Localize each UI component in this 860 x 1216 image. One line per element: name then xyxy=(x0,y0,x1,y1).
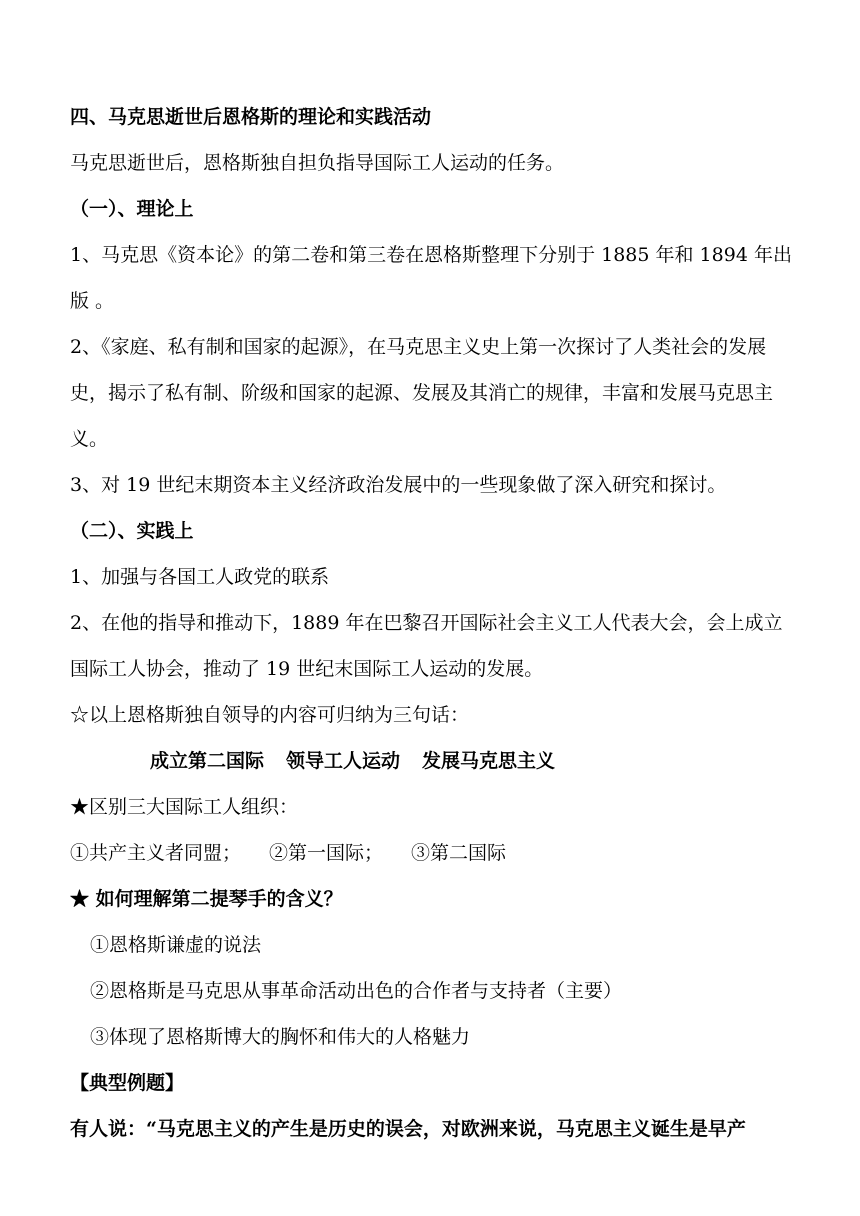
example-heading: 【典型例题】 xyxy=(70,1072,185,1094)
intro-paragraph: 马克思逝世后，恩格斯独自担负指导国际工人运动的任务。 xyxy=(70,152,565,174)
theory-heading: （一）、理论上 xyxy=(70,198,194,220)
distinguish-item-2: ②第一国际； xyxy=(269,842,384,864)
summary-phrase-2: 领导工人运动 xyxy=(286,750,401,772)
section-heading: 四、马克思逝世后恩格斯的理论和实践活动 xyxy=(70,106,432,128)
practice-heading: （二）、实践上 xyxy=(70,520,194,542)
question-title: ★ 如何理解第二提琴手的含义？ xyxy=(70,888,343,910)
practice-item-2: 2、在他的指导和推动下，1889 年在巴黎召开国际社会主义工人代表大会，会上成立国际工人协会，推动了 19 世纪末国际工人运动的发展。 xyxy=(70,612,783,680)
answer-1: ①恩格斯谦虚的说法 xyxy=(90,934,262,956)
summary-intro: ☆以上恩格斯独自领导的内容可归纳为三句话： xyxy=(70,704,470,726)
summary-phrases xyxy=(70,738,792,784)
distinguish-item-3: ③第二国际 xyxy=(411,842,507,864)
theory-item-1: 1、马克思《资本论》的第二卷和第三卷在恩格斯整理下分别于 1885 年和 1894 年出版 。 xyxy=(70,244,792,312)
example-text: 有人说：“马克思主义的产生是历史的误会，对欧洲来说，马克思主义诞生是早产 xyxy=(70,1118,746,1140)
theory-item-2: 2、《家庭、私有制和国家的起源》，在马克思主义史上第一次探讨了人类社会的发展史，揭示了私有制、阶级和国家的起源、发展及其消亡的规律，丰富和发展马克思主义。 xyxy=(70,336,774,450)
answer-3: ③体现了恩格斯博大的胸怀和伟大的人格魅力 xyxy=(90,1026,471,1048)
practice-item-1: 1、加强与各国工人政党的联系 xyxy=(70,566,330,588)
summary-phrase-3: 发展马克思主义 xyxy=(422,750,556,772)
distinguish-item-1: ①共产主义者同盟； xyxy=(70,842,242,864)
distinguish-items xyxy=(70,830,792,876)
answer-2: ②恩格斯是马克思从事革命活动出色的合作者与支持者（主要） xyxy=(90,980,623,1002)
summary-phrase-1: 成立第二国际 xyxy=(150,750,265,772)
theory-item-3: 3、对 19 世纪末期资本主义经济政治发展中的一些现象做了深入研究和探讨。 xyxy=(70,474,727,496)
document-body xyxy=(70,94,792,1152)
distinguish-title: ★区别三大国际工人组织： xyxy=(70,796,299,818)
